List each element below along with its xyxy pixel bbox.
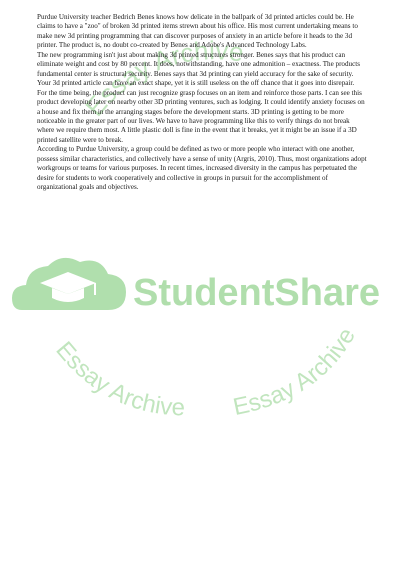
paragraph-3: For the time being, the product can just recognize grasp focuses on an item and reinforce those parts. I can see this product developing later on nearby other 3D printing ventures, such as lodging. It could identify anxiety focuses on a house and fix them in the arranging stages before the development starts. 3D printing is getting to be more noticeable in the greater part of our lives. We have to have programming like this to verify things do not break where we require them most. A little plastic doll is fine in the event that it breaks, yet it might be an issue if a 3D printed satellite were to break. — [37, 88, 365, 144]
watermark-arc-text-right: Essay Archive — [230, 323, 361, 421]
watermark-brand: StudentShare — [133, 272, 381, 314]
paragraph-2: The new programming isn't just about making 3d printed structures stronger. Benes says that his product can eliminate weight and cost by 80 percent. It does, notwithstanding, have one admonition – exactness. The products fundamental center is structural security. Benes says that 3d printing can yield accuracy for the sake of security. Your 3d printed article can have an exact shape, yet it is still useless on the off chance that it goes into disrepair. — [37, 50, 360, 88]
paragraph-1: Purdue University teacher Bedrich Benes knows how delicate in the ballpark of 3d printed articles could be. He claims to have a "zoo" of broken 3d printed items strewn about his office. His most current undertaking means to make new 3d printing programming that can discover purposes of anxiety in an article before it heads to the 3d printer. The product is, no doubt co-created by Benes and Adobe's Advanced Technology Labs. — [37, 13, 358, 50]
watermark-arc-text-left: Essay Archive — [50, 336, 186, 422]
graduation-cap-cloud-icon — [12, 258, 126, 310]
document-body — [37, 13, 367, 193]
paragraph-4: According to Purdue University, a group could be defined as two or more people who interact with one another, possess similar characteristics, and collectively have a sense of unity (Argris, 2010). Thus, most organizations adopt workgroups or teams for various purposes. In recent times, increased diversity in the campus has perpetuated the desire for students to work cooperatively and collective in groups in pursuit for the accomplishment of organizational goals and objectives. — [37, 145, 367, 192]
watermark-arc-text-top: Essay Archive — [79, 35, 246, 122]
